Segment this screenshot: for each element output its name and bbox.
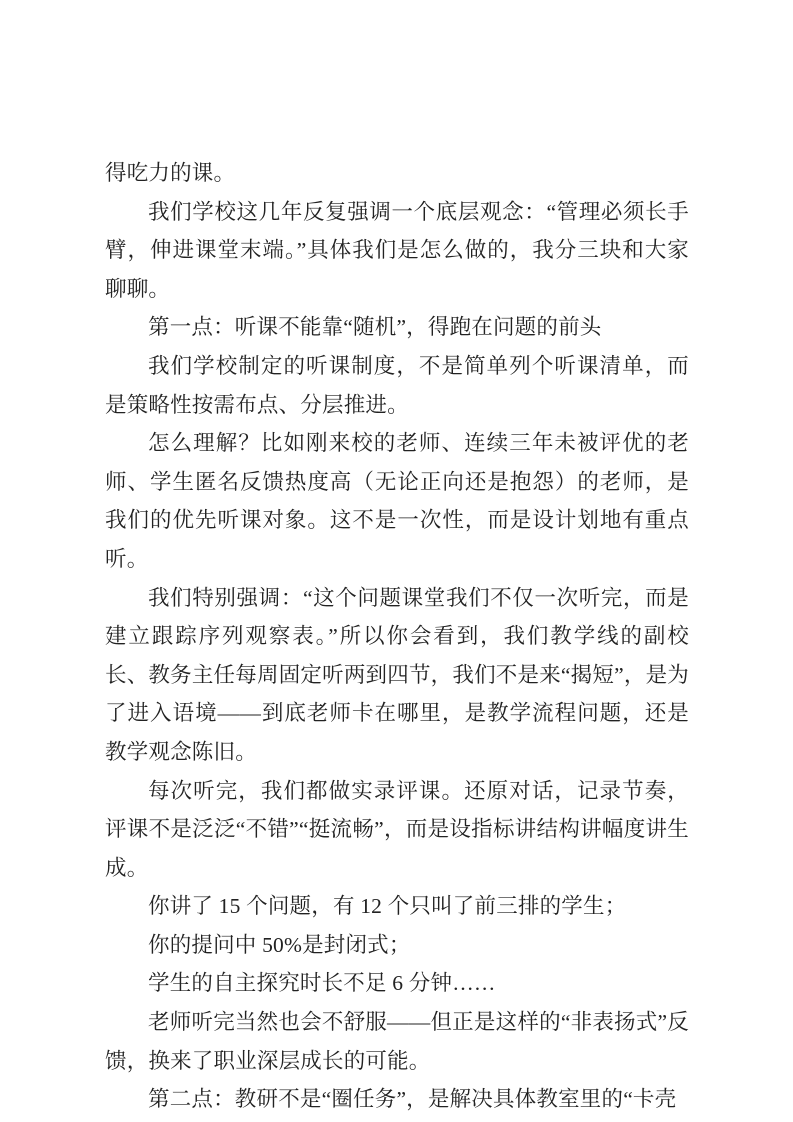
paragraph: 我们学校制定的听课制度，不是简单列个听课清单，而是策略性按需布点、分层推进。 xyxy=(105,353,689,417)
paragraph: 第二点：教研不是“圈任务”，是解决具体教室里的“卡壳 xyxy=(148,1087,677,1112)
paragraph: 老师听完当然也会不舒服——但正是这样的“非表扬式”反馈，换来了职业深层成长的可能。 xyxy=(105,1010,689,1073)
document-body xyxy=(105,154,689,1119)
paragraph: 你讲了 15 个问题，有 12 个只叫了前三排的学生； xyxy=(148,894,627,919)
paragraph: 我们特别强调：“这个问题课堂我们不仅一次听完，而是建立跟踪序列观察表。”所以你会看到，我们教学线的副校长、教务主任每周固定听两到四节，我们不是来“揭短”，是为了进入语境——到底老师卡在哪里，是教学流程问题，还是教学观念陈旧。 xyxy=(105,585,689,764)
paragraph: 我们学校这几年反复强调一个底层观念：“管理必须长手臂，伸进课堂末端。”具体我们是怎么做的，我分三块和大家聊聊。 xyxy=(105,199,689,301)
paragraph: 你的提问中 50%是封闭式； xyxy=(148,932,411,957)
paragraph: 每次听完，我们都做实录评课。还原对话，记录节奏，评课不是泛泛“不错”“挺流畅”，而是设指标讲结构讲幅度讲生成。 xyxy=(105,778,689,880)
paragraph: 学生的自主探究时长不足 6 分钟…… xyxy=(148,971,496,996)
paragraph: 得吃力的课。 xyxy=(105,161,236,185)
paragraph: 第一点：听课不能靠“随机”，得跑在问题的前头 xyxy=(148,315,602,340)
paragraph: 怎么理解？比如刚来校的老师、连续三年未被评优的老师、学生匿名反馈热度高（无论正向还是抱怨）的老师，是我们的优先听课对象。这不是一次性，而是设计划地有重点听。 xyxy=(105,431,689,571)
